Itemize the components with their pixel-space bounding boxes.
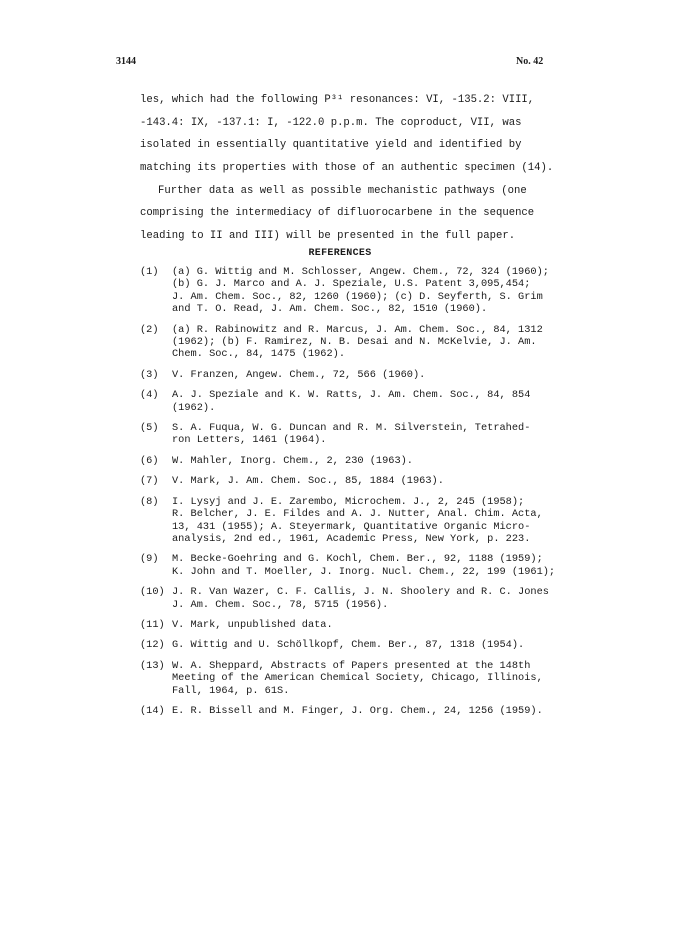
reference-item <box>140 639 580 651</box>
body-line: Further data as well as possible mechanistic pathways (one <box>158 184 527 197</box>
body-paragraphs <box>140 89 580 248</box>
reference-item <box>140 389 580 414</box>
reference-text: W. Mahler, Inorg. Chem., 2, 230 (1963). <box>172 454 413 467</box>
body-line: isolated in essentially quantitative yield and identified by <box>140 139 522 152</box>
reference-text: V. Mark, J. Am. Chem. Soc., 85, 1884 (1963). <box>172 475 444 488</box>
reference-number: (13) <box>140 659 165 672</box>
references-heading: REFERENCES <box>308 248 372 259</box>
body-line: comprising the intermediacy of difluorocarbene in the sequence <box>140 207 535 220</box>
reference-number: (2) <box>140 323 159 336</box>
reference-number: (11) <box>140 618 165 631</box>
reference-text: I. Lysyj and J. E. Zarembo, Microchem. J., 2, 245 (1958); R. Belcher, J. E. Fildes and A. J. Nutter, Anal. Chim. Acta, 13, 431 (1955); A. Steyermark, Quantitative Organic Micro- analysis, 2nd ed., 1961, Academic Press, New York, p. 223. <box>172 495 543 545</box>
reference-text: V. Franzen, Angew. Chem., 72, 566 (1960). <box>172 368 426 381</box>
reference-text: (a) G. Wittig and M. Schlosser, Angew. Chem., 72, 324 (1960); (b) G. J. Marco and A. J. Speziale, U.S. Patent 3,095,454; J. Am. Chem. Soc., 82, 1260 (1960); (c) D. Seyferth, S. Grim and T. O. Read, J. Am. Chem. Soc., 82, 1510 (1960). <box>172 266 549 316</box>
reference-item <box>140 705 580 717</box>
page-number: 3144 <box>116 56 136 67</box>
reference-number: (10) <box>140 586 165 599</box>
body-line: les, which had the following P³¹ resonances: VI, -135.2: VIII, <box>140 94 535 106</box>
body-line: leading to II and III) will be presented in the full paper. <box>140 230 516 243</box>
reference-item <box>140 619 580 631</box>
reference-number: (4) <box>140 389 159 402</box>
references-list <box>140 266 580 717</box>
reference-text: G. Wittig and U. Schöllkopf, Chem. Ber., 87, 1318 (1954). <box>172 639 525 652</box>
body-line: matching its properties with those of an authentic specimen (14). <box>140 162 554 175</box>
reference-number: (14) <box>140 704 165 717</box>
reference-item <box>140 455 580 467</box>
reference-item <box>140 496 580 546</box>
body-line: -143.4: IX, -137.1: I, -122.0 p.p.m. The coproduct, VII, was <box>140 116 522 129</box>
reference-item <box>140 660 580 697</box>
reference-number: (6) <box>140 454 159 467</box>
reference-number: (8) <box>140 495 159 508</box>
reference-item <box>140 553 580 578</box>
reference-number: (7) <box>140 475 159 488</box>
reference-item <box>140 586 580 611</box>
reference-item <box>140 324 580 361</box>
reference-text: W. A. Sheppard, Abstracts of Papers presented at the 148th Meeting of the American Chemical Society, Chicago, Illinois, Fall, 1964, p. 61S. <box>172 659 543 697</box>
reference-text: A. J. Speziale and K. W. Ratts, J. Am. Chem. Soc., 84, 854 (1962). <box>172 389 531 414</box>
reference-number: (3) <box>140 368 159 381</box>
reference-item <box>140 422 580 447</box>
reference-text: S. A. Fuqua, W. G. Duncan and R. M. Silverstein, Tetrahed- ron Letters, 1461 (1964). <box>172 422 531 447</box>
reference-text: V. Mark, unpublished data. <box>172 618 333 631</box>
reference-item <box>140 369 580 381</box>
reference-number: (1) <box>140 266 159 278</box>
reference-text: E. R. Bissell and M. Finger, J. Org. Chem., 24, 1256 (1959). <box>172 704 543 717</box>
reference-item <box>140 266 580 316</box>
issue-number: No. 42 <box>516 56 544 67</box>
reference-text: J. R. Van Wazer, C. F. Callis, J. N. Shoolery and R. C. Jones J. Am. Chem. Soc., 78, 5715 (1956). <box>172 586 549 611</box>
reference-text: (a) R. Rabinowitz and R. Marcus, J. Am. Chem. Soc., 84, 1312 (1962); (b) F. Ramirez, N. B. Desai and N. McKelvie, J. Am. Chem. Soc., 84, 1475 (1962). <box>172 323 543 361</box>
reference-number: (9) <box>140 553 159 566</box>
reference-number: (12) <box>140 639 165 652</box>
reference-text: M. Becke-Goehring and G. Kochl, Chem. Ber., 92, 1188 (1959); K. John and T. Moeller, J. Inorg. Nucl. Chem., 22, 199 (1961); <box>172 553 556 578</box>
reference-number: (5) <box>140 422 159 435</box>
reference-item <box>140 475 580 487</box>
